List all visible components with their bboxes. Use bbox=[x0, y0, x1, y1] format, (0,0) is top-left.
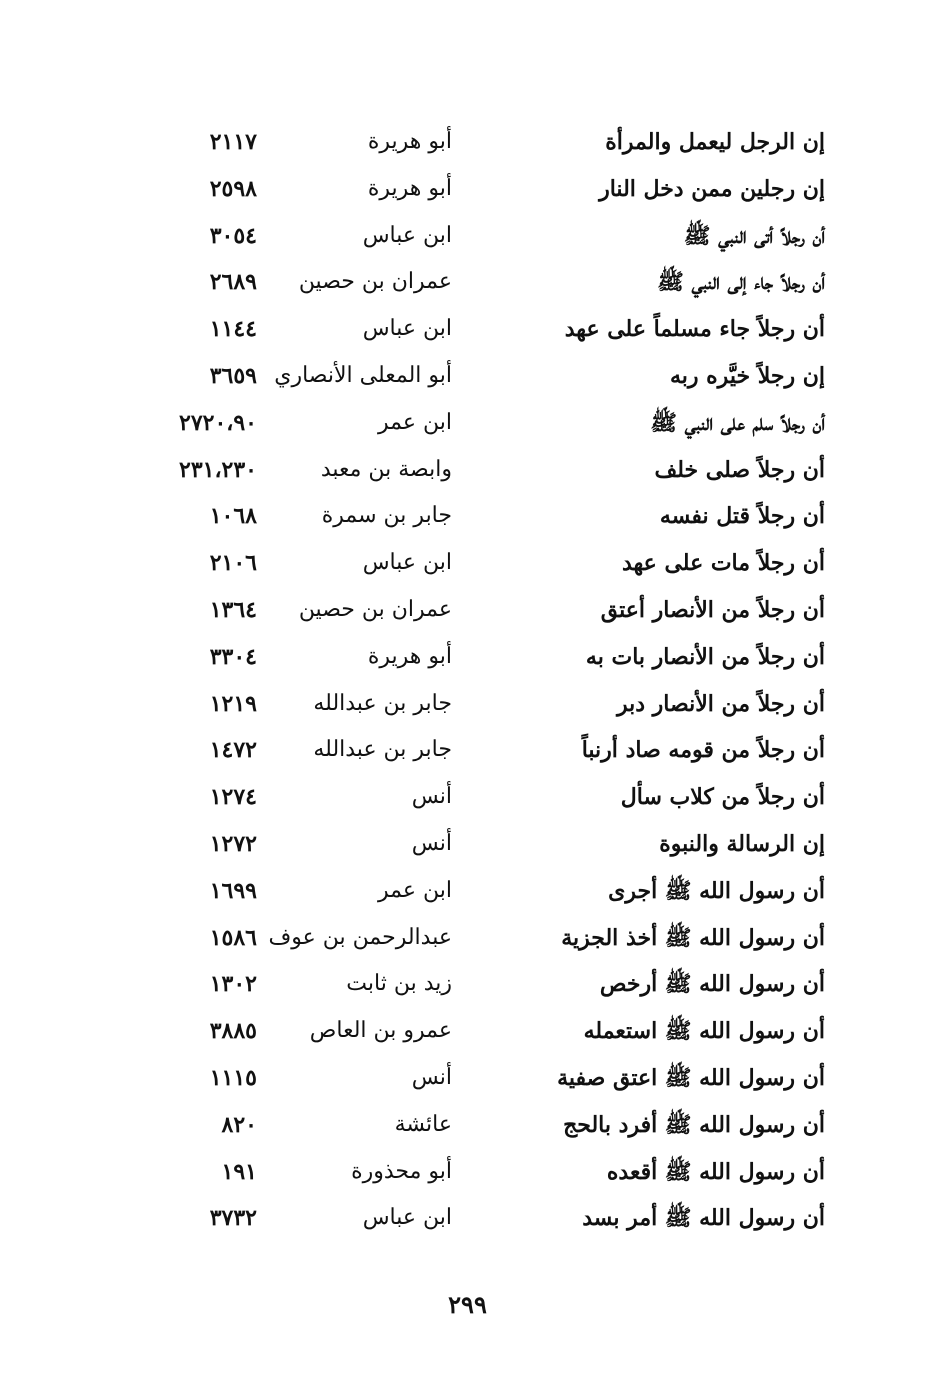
hadith-number: ٢١١٧ bbox=[209, 129, 257, 155]
narrator-name: أنس bbox=[411, 784, 452, 810]
narrator-name: ابن عباس bbox=[362, 316, 452, 342]
index-row bbox=[150, 1149, 840, 1196]
index-row bbox=[150, 915, 840, 962]
narrator-name: عمران بن حصين bbox=[298, 269, 452, 295]
hadith-incipit: أن رسول الله ﷺ أقعده bbox=[606, 1158, 825, 1185]
hadith-number: ٢٥٩٨ bbox=[209, 175, 257, 202]
index-row bbox=[150, 447, 840, 494]
hadith-incipit: أن رجلاً صلى خلف bbox=[654, 456, 825, 483]
narrator-name: أنس bbox=[411, 830, 452, 856]
hadith-incipit: أن رسول الله ﷺ أرخص bbox=[599, 971, 825, 998]
narrator-name: عبدالرحمن بن عوف bbox=[268, 924, 452, 950]
narrator-name: ابن عباس bbox=[362, 222, 452, 248]
hadith-incipit: أن رجلاً من الأنصار دبر bbox=[616, 690, 825, 717]
hadith-incipit: أن رجلاً من الأنصار أعتق bbox=[600, 596, 825, 623]
hadith-number: ٢٦٨٩ bbox=[209, 269, 257, 296]
index-row bbox=[150, 821, 840, 868]
hadith-number: ١٦٩٩ bbox=[209, 877, 257, 904]
index-row bbox=[150, 306, 840, 353]
hadith-incipit: أن رسول الله ﷺ أفرد بالحج bbox=[563, 1111, 825, 1138]
hadith-number: ١٢١٩ bbox=[209, 690, 257, 717]
hadith-incipit: أن رجلاً جاء مسلماً على عهد bbox=[564, 316, 825, 343]
hadith-number: ٢٧٢٠،٩٠ bbox=[179, 409, 257, 436]
index-row bbox=[150, 166, 840, 213]
hadith-incipit: أن رسول الله ﷺ أخذ الجزية bbox=[561, 924, 825, 951]
narrator-name: أبو هريرة bbox=[367, 643, 452, 669]
index-row bbox=[150, 587, 840, 634]
hadith-number: ٢٣١،٢٣٠ bbox=[179, 456, 257, 483]
index-row bbox=[150, 259, 840, 306]
narrator-name: جابر بن عبدالله bbox=[313, 690, 452, 716]
hadith-incipit: إن الرجل ليعمل والمرأة bbox=[605, 129, 825, 155]
hadith-number: ١٥٨٦ bbox=[209, 924, 257, 951]
index-row bbox=[150, 681, 840, 728]
narrator-name: أبو هريرة bbox=[367, 175, 452, 201]
narrator-name: عائشة bbox=[394, 1111, 452, 1137]
narrator-name: أنس bbox=[411, 1064, 452, 1090]
hadith-number: ١٣٦٤ bbox=[209, 596, 257, 623]
index-row bbox=[150, 774, 840, 821]
narrator-name: ابن عمر bbox=[378, 877, 452, 903]
narrator-name: أبو المعلى الأنصاري bbox=[274, 362, 452, 388]
index-row bbox=[150, 727, 840, 774]
hadith-incipit: أن رجلاً من قومه صاد أرنباً bbox=[581, 737, 825, 764]
narrator-name: وابصة بن معبد bbox=[320, 456, 452, 482]
hadith-number: ١٣٠٢ bbox=[209, 971, 257, 998]
hadith-incipit: أن رسول الله ﷺ أجرى bbox=[608, 877, 825, 904]
narrator-name: ابن عباس bbox=[362, 1205, 452, 1231]
page-number: ٢٩٩ bbox=[448, 1290, 487, 1319]
index-row bbox=[150, 1055, 840, 1102]
hadith-incipit: إن الرسالة والنبوة bbox=[659, 830, 825, 857]
hadith-incipit: أن رجلاً من الأنصار بات به bbox=[585, 643, 825, 670]
hadith-number: ١٠٦٨ bbox=[209, 503, 257, 530]
narrator-name: ابن عباس bbox=[362, 550, 452, 576]
hadith-number: ٢١٠٦ bbox=[209, 550, 257, 577]
hadith-number: ٣٣٠٤ bbox=[209, 643, 257, 670]
narrator-name: جابر بن سمرة bbox=[321, 503, 452, 529]
index-row bbox=[150, 1008, 840, 1055]
hadith-incipit: أن رسول الله ﷺ أمر بسد bbox=[582, 1205, 825, 1232]
hadith-number: ١١١٥ bbox=[209, 1064, 257, 1091]
narrator-name: عمران بن حصين bbox=[298, 596, 452, 622]
index-row bbox=[150, 1195, 840, 1242]
narrator-name: ابن عمر bbox=[378, 409, 452, 435]
index-row bbox=[150, 353, 840, 400]
hadith-number: ٨٢٠ bbox=[221, 1111, 257, 1138]
hadith-number: ٣٠٥٤ bbox=[209, 222, 257, 249]
hadith-incipit: أن رسول الله ﷺ اعتق صفية bbox=[557, 1064, 825, 1091]
hadith-number: ٣٧٣٢ bbox=[209, 1205, 257, 1232]
index-row bbox=[150, 634, 840, 681]
hadith-index-table bbox=[150, 119, 840, 1242]
hadith-incipit: أن رجلاً من كلاب سأل bbox=[620, 784, 825, 811]
index-row bbox=[150, 961, 840, 1008]
hadith-incipit: إن رجلاً خيَّره ربه bbox=[669, 362, 825, 389]
index-row bbox=[150, 119, 840, 166]
index-row bbox=[150, 540, 840, 587]
narrator-name: عمرو بن العاص bbox=[309, 1018, 452, 1044]
hadith-number: ١٤٧٢ bbox=[209, 737, 257, 764]
hadith-number: ١٩١ bbox=[221, 1158, 257, 1185]
hadith-incipit: أن رسول الله ﷺ استعمله bbox=[583, 1018, 825, 1045]
index-row bbox=[150, 400, 840, 447]
index-row bbox=[150, 868, 840, 915]
hadith-number: ١١٤٤ bbox=[209, 316, 257, 343]
index-row bbox=[150, 213, 840, 260]
narrator-name: أبو محذورة bbox=[351, 1158, 452, 1184]
hadith-incipit: أن رجلاً أتى النبي ﷺ bbox=[683, 222, 825, 249]
hadith-incipit: أن رجلاً مات على عهد bbox=[621, 550, 825, 577]
hadith-incipit: أن رجلاً جاء إلى النبي ﷺ bbox=[657, 269, 825, 296]
index-row bbox=[150, 1102, 840, 1149]
hadith-incipit: أن رجلاً قتل نفسه bbox=[659, 503, 825, 530]
index-row bbox=[150, 493, 840, 540]
hadith-number: ١٢٧٤ bbox=[209, 784, 257, 811]
narrator-name: جابر بن عبدالله bbox=[313, 737, 452, 763]
hadith-incipit: إن رجلين ممن دخل النار bbox=[599, 175, 825, 202]
hadith-number: ١٢٧٢ bbox=[209, 830, 257, 857]
hadith-number: ٣٦٥٩ bbox=[209, 362, 257, 389]
narrator-name: زيد بن ثابت bbox=[346, 971, 452, 997]
hadith-incipit: أن رجلاً سلم على النبي ﷺ bbox=[650, 409, 825, 436]
narrator-name: أبو هريرة bbox=[367, 129, 452, 154]
hadith-number: ٣٨٨٥ bbox=[209, 1018, 257, 1045]
